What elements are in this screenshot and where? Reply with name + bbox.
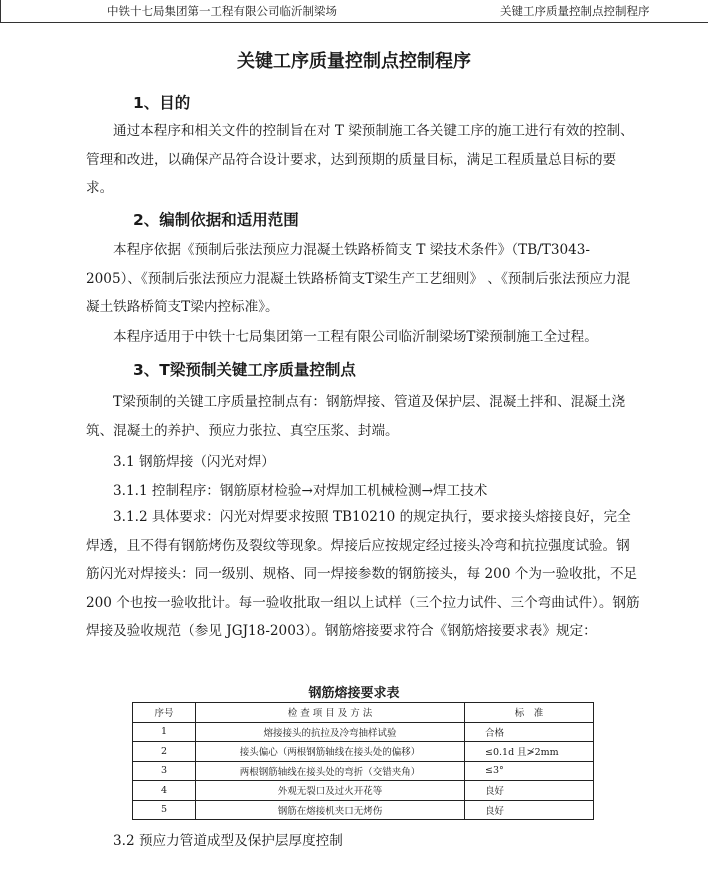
section-2-heading: 2、编制依据和适用范围 bbox=[133, 211, 299, 229]
col-header-standard: 标 准 bbox=[465, 703, 594, 723]
header-company: 中铁十七局集团第一工程有限公司临沂制梁场 bbox=[107, 4, 337, 18]
header-left-mark bbox=[0, 0, 1, 22]
table-title: 钢筋熔接要求表 bbox=[308, 686, 400, 701]
row-item: 两根钢筋轴线在接头处的弯折（交错夹角） bbox=[196, 761, 465, 781]
weld-requirements-table bbox=[132, 702, 594, 820]
col-header-no: 序号 bbox=[133, 703, 196, 723]
subsection-3-1-2: 3.1.2 具体要求：闪光对焊要求按照 TB10210 的规定执行，要求接头熔接良好，完全焊透，且不得有钢筋烤伤及裂纹等现象。焊接后应按规定经过接头冷弯和抗拉强度试验。钢筋闪光对焊接头：同一级别、规格、同一焊接参数的钢筋接头，每 200 个为一验收批，不足 200 个也按一验收批计。每一验收批取一组以上试样（三个拉力试件、三个弯曲试件）。钢筋焊接及验收规范（参见 JGJ18-2003）。钢筋熔接要求符合《钢筋熔接要求表》规定： bbox=[86, 509, 640, 639]
row-item: 熔接接头的抗拉及冷弯抽样试验 bbox=[196, 722, 465, 742]
row-no: 5 bbox=[133, 800, 196, 820]
section-1-heading: 1、目的 bbox=[133, 94, 191, 112]
row-item: 钢筋在熔接机夹口无烤伤 bbox=[196, 800, 465, 820]
table-header-row bbox=[133, 703, 594, 723]
col-header-item: 检 查 项 目 及 方 法 bbox=[196, 703, 465, 723]
row-standard: 良好 bbox=[465, 800, 594, 820]
row-no: 3 bbox=[133, 761, 196, 781]
table-row bbox=[133, 722, 594, 742]
document-title: 关键工序质量控制点控制程序 bbox=[237, 51, 471, 72]
table-row bbox=[133, 742, 594, 762]
section-3-paragraph: T梁预制的关键工序质量控制点有：钢筋焊接、管道及保护层、混凝土拌和、混凝土浇筑、混凝土的养护、预应力张拉、真空压浆、封端。 bbox=[86, 394, 626, 439]
row-no: 2 bbox=[133, 742, 196, 762]
section-1-paragraph: 通过本程序和相关文件的控制旨在对 T 梁预制施工各关键工序的施工进行有效的控制、管理和改进，以确保产品符合设计要求，达到预期的质量目标，满足工程质量总目标的要求。 bbox=[86, 123, 634, 196]
row-standard: ≤0.1d 且≯2mm bbox=[465, 742, 594, 762]
subsection-3-1: 3.1 钢筋焊接（闪光对焊） bbox=[113, 454, 275, 470]
subsection-3-2: 3.2 预应力管道成型及保护层厚度控制 bbox=[113, 833, 343, 849]
row-no: 1 bbox=[133, 722, 196, 742]
section-3-heading: 3、T梁预制关键工序质量控制点 bbox=[133, 361, 356, 379]
subsection-3-1-1: 3.1.1 控制程序：钢筋原材检验→对焊加工机械检测→焊工技术 bbox=[113, 483, 488, 499]
header-doc-name: 关键工序质量控制点控制程序 bbox=[500, 4, 650, 18]
table-row bbox=[133, 761, 594, 781]
row-item: 外观无裂口及过火开花等 bbox=[196, 781, 465, 801]
row-item: 接头偏心（两根钢筋轴线在接头处的偏移） bbox=[196, 742, 465, 762]
section-2-paragraph-2: 本程序适用于中铁十七局集团第一工程有限公司临沂制梁场T梁预制施工全过程。 bbox=[113, 329, 598, 345]
row-standard: 良好 bbox=[465, 781, 594, 801]
section-2-paragraph-1: 本程序依据《预制后张法预应力混凝土铁路桥简支 T 梁技术条件》（TB/T3043-2005）、《预制后张法预应力混凝土铁路桥简支T梁生产工艺细则》 、《预制后张法预应力混凝土铁路桥简支T梁内控标准》。 bbox=[86, 242, 631, 315]
row-standard: 合格 bbox=[465, 722, 594, 742]
row-no: 4 bbox=[133, 781, 196, 801]
page-header bbox=[0, 0, 708, 23]
table-row bbox=[133, 800, 594, 820]
table-row bbox=[133, 781, 594, 801]
row-standard: ≤3° bbox=[465, 761, 594, 781]
